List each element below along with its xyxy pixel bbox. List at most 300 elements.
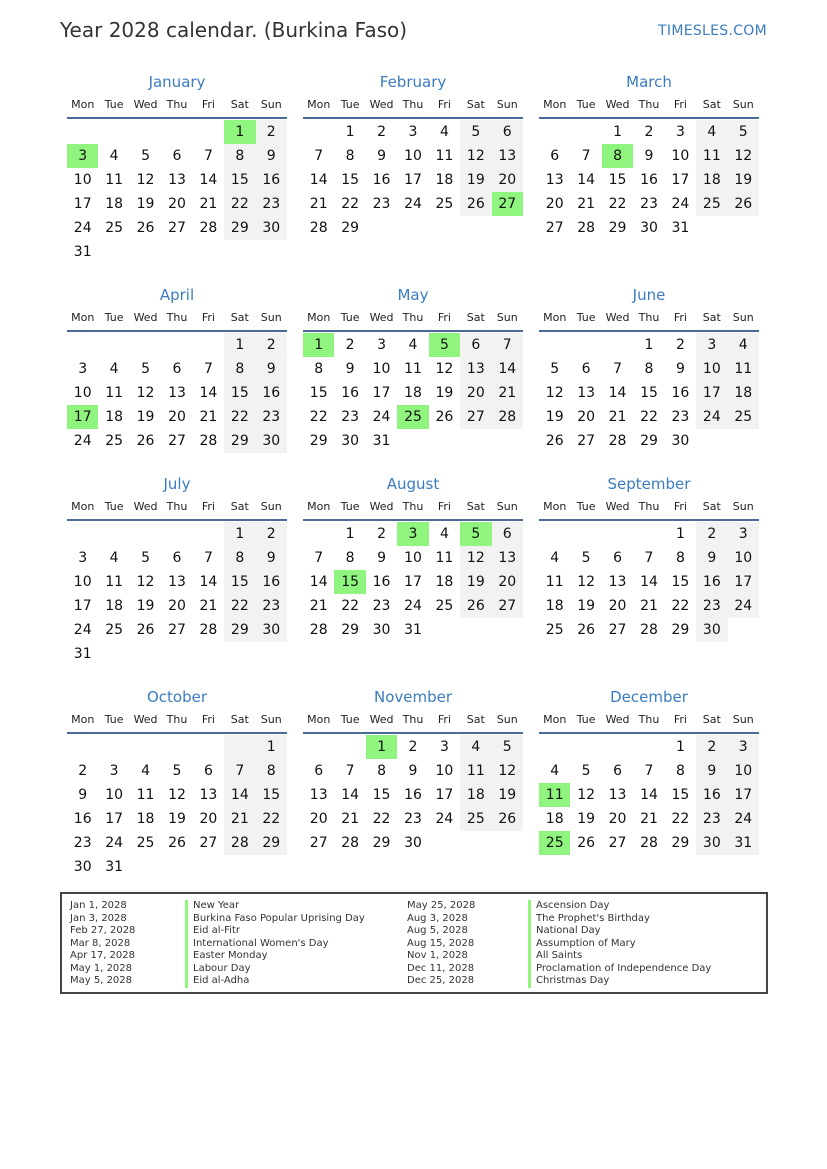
day-cell[interactable]: 24 <box>105 835 124 851</box>
day-cell[interactable]: 18 <box>435 574 454 590</box>
day-cell[interactable]: 20 <box>608 598 627 614</box>
day-cell[interactable]: 10 <box>696 357 727 381</box>
day-cell[interactable]: 29 <box>224 429 255 453</box>
day-cell[interactable]: 10 <box>404 550 422 566</box>
day-cell[interactable]: 9 <box>696 759 727 783</box>
day-cell[interactable]: 5 <box>581 550 591 566</box>
day-cell[interactable]: 9 <box>408 763 418 779</box>
day-cell[interactable]: 26 <box>435 409 454 425</box>
holiday-day-cell[interactable]: 8 <box>602 144 633 168</box>
day-cell[interactable]: 10 <box>435 763 454 779</box>
day-cell[interactable]: 22 <box>341 196 360 212</box>
day-cell[interactable]: 26 <box>460 192 491 216</box>
day-cell[interactable]: 17 <box>671 172 690 188</box>
day-cell[interactable]: 28 <box>640 835 658 851</box>
day-cell[interactable]: 8 <box>224 546 255 570</box>
day-cell[interactable]: 26 <box>545 433 564 449</box>
holiday-day-cell[interactable]: 27 <box>492 192 523 216</box>
day-cell[interactable]: 4 <box>141 763 151 779</box>
day-cell[interactable]: 18 <box>105 196 124 212</box>
day-cell[interactable]: 6 <box>172 148 182 164</box>
day-cell[interactable]: 1 <box>613 124 623 140</box>
day-cell[interactable]: 19 <box>577 811 596 827</box>
day-cell[interactable]: 11 <box>404 361 422 377</box>
day-cell[interactable]: 12 <box>492 759 523 783</box>
day-cell[interactable]: 29 <box>640 433 658 449</box>
day-cell[interactable]: 27 <box>608 835 627 851</box>
day-cell[interactable]: 1 <box>675 526 685 542</box>
holiday-day-cell[interactable]: 17 <box>67 405 98 429</box>
day-cell[interactable]: 7 <box>203 148 213 164</box>
day-cell[interactable]: 21 <box>224 807 255 831</box>
day-cell[interactable]: 22 <box>608 196 627 212</box>
day-cell[interactable]: 23 <box>372 598 391 614</box>
day-cell[interactable]: 10 <box>73 172 92 188</box>
day-cell[interactable]: 19 <box>492 783 523 807</box>
day-cell[interactable]: 29 <box>372 835 391 851</box>
day-cell[interactable]: 4 <box>109 361 119 377</box>
day-cell[interactable]: 16 <box>640 172 658 188</box>
day-cell[interactable]: 25 <box>728 405 759 429</box>
day-cell[interactable]: 7 <box>644 763 654 779</box>
day-cell[interactable]: 13 <box>492 144 523 168</box>
day-cell[interactable]: 26 <box>577 622 596 638</box>
day-cell[interactable]: 2 <box>345 337 355 353</box>
day-cell[interactable]: 10 <box>671 148 690 164</box>
day-cell[interactable]: 31 <box>404 622 422 638</box>
day-cell[interactable]: 16 <box>404 787 422 803</box>
day-cell[interactable]: 14 <box>309 574 328 590</box>
day-cell[interactable]: 24 <box>404 598 422 614</box>
day-cell[interactable]: 31 <box>372 433 391 449</box>
day-cell[interactable]: 12 <box>577 787 596 803</box>
day-cell[interactable]: 14 <box>640 574 658 590</box>
day-cell[interactable]: 6 <box>314 763 324 779</box>
day-cell[interactable]: 30 <box>341 433 360 449</box>
day-cell[interactable]: 15 <box>224 381 255 405</box>
day-cell[interactable]: 15 <box>224 570 255 594</box>
day-cell[interactable]: 8 <box>345 550 355 566</box>
day-cell[interactable]: 16 <box>341 385 360 401</box>
day-cell[interactable]: 13 <box>309 787 328 803</box>
day-cell[interactable]: 23 <box>696 594 727 618</box>
day-cell[interactable]: 6 <box>203 763 213 779</box>
day-cell[interactable]: 23 <box>671 409 690 425</box>
day-cell[interactable]: 20 <box>309 811 328 827</box>
day-cell[interactable]: 3 <box>408 124 418 140</box>
day-cell[interactable]: 13 <box>460 357 491 381</box>
day-cell[interactable]: 13 <box>608 574 627 590</box>
day-cell[interactable]: 6 <box>172 550 182 566</box>
day-cell[interactable]: 2 <box>256 120 287 144</box>
holiday-day-cell[interactable]: 3 <box>397 522 428 546</box>
day-cell[interactable]: 4 <box>460 735 491 759</box>
day-cell[interactable]: 11 <box>136 787 155 803</box>
day-cell[interactable]: 14 <box>608 385 627 401</box>
day-cell[interactable]: 10 <box>105 787 124 803</box>
day-cell[interactable]: 29 <box>671 835 690 851</box>
day-cell[interactable]: 5 <box>581 763 591 779</box>
day-cell[interactable]: 18 <box>728 381 759 405</box>
day-cell[interactable]: 22 <box>372 811 391 827</box>
day-cell[interactable]: 17 <box>404 172 422 188</box>
day-cell[interactable]: 23 <box>256 192 287 216</box>
day-cell[interactable]: 17 <box>728 570 759 594</box>
day-cell[interactable]: 23 <box>404 811 422 827</box>
day-cell[interactable]: 28 <box>309 622 328 638</box>
day-cell[interactable]: 16 <box>696 570 727 594</box>
day-cell[interactable]: 10 <box>728 546 759 570</box>
day-cell[interactable]: 6 <box>492 120 523 144</box>
day-cell[interactable]: 25 <box>435 598 454 614</box>
day-cell[interactable]: 3 <box>696 333 727 357</box>
day-cell[interactable]: 13 <box>492 546 523 570</box>
day-cell[interactable]: 26 <box>577 835 596 851</box>
day-cell[interactable]: 25 <box>136 835 155 851</box>
day-cell[interactable]: 9 <box>256 144 287 168</box>
day-cell[interactable]: 29 <box>224 216 255 240</box>
day-cell[interactable]: 28 <box>577 220 596 236</box>
holiday-day-cell[interactable]: 25 <box>397 405 428 429</box>
day-cell[interactable]: 22 <box>640 409 658 425</box>
day-cell[interactable]: 12 <box>136 385 155 401</box>
day-cell[interactable]: 22 <box>341 598 360 614</box>
day-cell[interactable]: 12 <box>545 385 564 401</box>
day-cell[interactable]: 15 <box>608 172 627 188</box>
day-cell[interactable]: 3 <box>728 522 759 546</box>
day-cell[interactable]: 26 <box>136 220 155 236</box>
day-cell[interactable]: 27 <box>309 835 328 851</box>
day-cell[interactable]: 23 <box>341 409 360 425</box>
day-cell[interactable]: 21 <box>199 598 218 614</box>
day-cell[interactable]: 31 <box>105 859 124 875</box>
day-cell[interactable]: 23 <box>256 405 287 429</box>
day-cell[interactable]: 4 <box>408 337 418 353</box>
day-cell[interactable]: 30 <box>73 859 92 875</box>
day-cell[interactable]: 7 <box>314 148 324 164</box>
day-cell[interactable]: 21 <box>640 811 658 827</box>
day-cell[interactable]: 17 <box>696 381 727 405</box>
day-cell[interactable]: 16 <box>372 172 391 188</box>
day-cell[interactable]: 24 <box>73 433 92 449</box>
day-cell[interactable]: 10 <box>372 361 391 377</box>
holiday-day-cell[interactable]: 1 <box>224 120 255 144</box>
day-cell[interactable]: 21 <box>199 196 218 212</box>
day-cell[interactable]: 19 <box>460 570 491 594</box>
day-cell[interactable]: 1 <box>345 526 355 542</box>
day-cell[interactable]: 6 <box>172 361 182 377</box>
day-cell[interactable]: 9 <box>675 361 685 377</box>
day-cell[interactable]: 14 <box>309 172 328 188</box>
day-cell[interactable]: 15 <box>671 787 690 803</box>
day-cell[interactable]: 21 <box>309 196 328 212</box>
day-cell[interactable]: 26 <box>492 807 523 831</box>
day-cell[interactable]: 18 <box>105 409 124 425</box>
day-cell[interactable]: 4 <box>550 550 560 566</box>
day-cell[interactable]: 20 <box>199 811 218 827</box>
day-cell[interactable]: 14 <box>199 172 218 188</box>
day-cell[interactable]: 30 <box>696 618 727 642</box>
day-cell[interactable]: 23 <box>696 807 727 831</box>
day-cell[interactable]: 16 <box>256 381 287 405</box>
day-cell[interactable]: 7 <box>613 361 623 377</box>
day-cell[interactable]: 5 <box>141 148 151 164</box>
day-cell[interactable]: 29 <box>341 220 360 236</box>
day-cell[interactable]: 5 <box>728 120 759 144</box>
day-cell[interactable]: 26 <box>728 192 759 216</box>
day-cell[interactable]: 9 <box>256 546 287 570</box>
day-cell[interactable]: 30 <box>671 433 690 449</box>
day-cell[interactable]: 26 <box>136 622 155 638</box>
day-cell[interactable]: 11 <box>460 759 491 783</box>
holiday-day-cell[interactable]: 1 <box>366 735 397 759</box>
day-cell[interactable]: 13 <box>199 787 218 803</box>
day-cell[interactable]: 24 <box>696 405 727 429</box>
day-cell[interactable]: 21 <box>309 598 328 614</box>
day-cell[interactable]: 22 <box>671 811 690 827</box>
day-cell[interactable]: 31 <box>671 220 690 236</box>
day-cell[interactable]: 29 <box>671 622 690 638</box>
day-cell[interactable]: 30 <box>640 220 658 236</box>
day-cell[interactable]: 6 <box>492 522 523 546</box>
day-cell[interactable]: 29 <box>608 220 627 236</box>
day-cell[interactable]: 13 <box>168 385 186 401</box>
day-cell[interactable]: 25 <box>105 220 124 236</box>
day-cell[interactable]: 9 <box>377 550 387 566</box>
day-cell[interactable]: 8 <box>377 763 387 779</box>
day-cell[interactable]: 6 <box>460 333 491 357</box>
day-cell[interactable]: 29 <box>256 831 287 855</box>
day-cell[interactable]: 21 <box>492 381 523 405</box>
day-cell[interactable]: 21 <box>341 811 360 827</box>
day-cell[interactable]: 23 <box>372 196 391 212</box>
day-cell[interactable]: 1 <box>675 739 685 755</box>
day-cell[interactable]: 3 <box>439 739 449 755</box>
day-cell[interactable]: 18 <box>545 598 564 614</box>
day-cell[interactable]: 15 <box>309 385 328 401</box>
day-cell[interactable]: 3 <box>728 735 759 759</box>
day-cell[interactable]: 9 <box>377 148 387 164</box>
day-cell[interactable]: 1 <box>224 522 255 546</box>
day-cell[interactable]: 11 <box>545 574 564 590</box>
day-cell[interactable]: 8 <box>675 763 685 779</box>
day-cell[interactable]: 30 <box>404 835 422 851</box>
day-cell[interactable]: 14 <box>199 574 218 590</box>
day-cell[interactable]: 4 <box>109 550 119 566</box>
day-cell[interactable]: 13 <box>577 385 596 401</box>
day-cell[interactable]: 1 <box>644 337 654 353</box>
day-cell[interactable]: 18 <box>696 168 727 192</box>
day-cell[interactable]: 20 <box>168 598 186 614</box>
day-cell[interactable]: 2 <box>377 124 387 140</box>
day-cell[interactable]: 24 <box>73 220 92 236</box>
day-cell[interactable]: 4 <box>109 148 119 164</box>
day-cell[interactable]: 3 <box>377 337 387 353</box>
day-cell[interactable]: 10 <box>728 759 759 783</box>
day-cell[interactable]: 31 <box>73 646 92 662</box>
day-cell[interactable]: 8 <box>224 357 255 381</box>
day-cell[interactable]: 22 <box>224 594 255 618</box>
day-cell[interactable]: 25 <box>460 807 491 831</box>
day-cell[interactable]: 12 <box>168 787 186 803</box>
day-cell[interactable]: 17 <box>73 196 92 212</box>
day-cell[interactable]: 8 <box>256 759 287 783</box>
day-cell[interactable]: 4 <box>728 333 759 357</box>
day-cell[interactable]: 28 <box>199 622 218 638</box>
day-cell[interactable]: 25 <box>105 433 124 449</box>
day-cell[interactable]: 29 <box>224 618 255 642</box>
day-cell[interactable]: 9 <box>256 357 287 381</box>
day-cell[interactable]: 2 <box>408 739 418 755</box>
day-cell[interactable]: 13 <box>608 787 627 803</box>
day-cell[interactable]: 30 <box>372 622 391 638</box>
day-cell[interactable]: 15 <box>341 172 360 188</box>
day-cell[interactable]: 16 <box>73 811 92 827</box>
day-cell[interactable]: 19 <box>136 196 155 212</box>
day-cell[interactable]: 18 <box>105 598 124 614</box>
day-cell[interactable]: 2 <box>256 522 287 546</box>
day-cell[interactable]: 20 <box>545 196 564 212</box>
day-cell[interactable]: 16 <box>696 783 727 807</box>
day-cell[interactable]: 5 <box>550 361 560 377</box>
day-cell[interactable]: 12 <box>728 144 759 168</box>
day-cell[interactable]: 11 <box>435 550 454 566</box>
day-cell[interactable]: 13 <box>168 574 186 590</box>
holiday-day-cell[interactable]: 5 <box>429 333 460 357</box>
day-cell[interactable]: 1 <box>256 735 287 759</box>
day-cell[interactable]: 6 <box>613 550 623 566</box>
day-cell[interactable]: 15 <box>372 787 391 803</box>
day-cell[interactable]: 17 <box>73 598 92 614</box>
day-cell[interactable]: 15 <box>224 168 255 192</box>
day-cell[interactable]: 19 <box>136 409 155 425</box>
day-cell[interactable]: 13 <box>168 172 186 188</box>
day-cell[interactable]: 15 <box>640 385 658 401</box>
day-cell[interactable]: 19 <box>545 409 564 425</box>
day-cell[interactable]: 15 <box>671 574 690 590</box>
day-cell[interactable]: 7 <box>224 759 255 783</box>
day-cell[interactable]: 17 <box>372 385 391 401</box>
day-cell[interactable]: 7 <box>314 550 324 566</box>
day-cell[interactable]: 2 <box>256 333 287 357</box>
day-cell[interactable]: 14 <box>224 783 255 807</box>
day-cell[interactable]: 5 <box>172 763 182 779</box>
day-cell[interactable]: 28 <box>640 622 658 638</box>
day-cell[interactable]: 19 <box>728 168 759 192</box>
day-cell[interactable]: 23 <box>256 594 287 618</box>
day-cell[interactable]: 31 <box>728 831 759 855</box>
day-cell[interactable]: 28 <box>608 433 627 449</box>
day-cell[interactable]: 12 <box>460 144 491 168</box>
day-cell[interactable]: 27 <box>545 220 564 236</box>
day-cell[interactable]: 19 <box>577 598 596 614</box>
day-cell[interactable]: 2 <box>78 763 88 779</box>
day-cell[interactable]: 7 <box>203 361 213 377</box>
day-cell[interactable]: 24 <box>435 811 454 827</box>
day-cell[interactable]: 9 <box>78 787 88 803</box>
day-cell[interactable]: 27 <box>168 433 186 449</box>
day-cell[interactable]: 14 <box>341 787 360 803</box>
day-cell[interactable]: 23 <box>640 196 658 212</box>
day-cell[interactable]: 18 <box>404 385 422 401</box>
day-cell[interactable]: 21 <box>199 409 218 425</box>
day-cell[interactable]: 6 <box>581 361 591 377</box>
day-cell[interactable]: 19 <box>168 811 186 827</box>
day-cell[interactable]: 15 <box>256 783 287 807</box>
day-cell[interactable]: 27 <box>577 433 596 449</box>
day-cell[interactable]: 8 <box>224 144 255 168</box>
day-cell[interactable]: 20 <box>492 168 523 192</box>
day-cell[interactable]: 30 <box>256 216 287 240</box>
day-cell[interactable]: 27 <box>460 405 491 429</box>
day-cell[interactable]: 20 <box>577 409 596 425</box>
day-cell[interactable]: 3 <box>78 361 88 377</box>
day-cell[interactable]: 22 <box>309 409 328 425</box>
day-cell[interactable]: 12 <box>577 574 596 590</box>
day-cell[interactable]: 19 <box>460 168 491 192</box>
day-cell[interactable]: 30 <box>696 831 727 855</box>
day-cell[interactable]: 18 <box>545 811 564 827</box>
day-cell[interactable]: 22 <box>224 192 255 216</box>
day-cell[interactable]: 8 <box>644 361 654 377</box>
day-cell[interactable]: 27 <box>199 835 218 851</box>
day-cell[interactable]: 11 <box>105 172 124 188</box>
day-cell[interactable]: 12 <box>136 172 155 188</box>
day-cell[interactable]: 7 <box>345 763 355 779</box>
day-cell[interactable]: 24 <box>728 594 759 618</box>
day-cell[interactable]: 18 <box>435 172 454 188</box>
day-cell[interactable]: 2 <box>696 735 727 759</box>
day-cell[interactable]: 27 <box>492 594 523 618</box>
day-cell[interactable]: 17 <box>404 574 422 590</box>
holiday-day-cell[interactable]: 25 <box>539 831 570 855</box>
day-cell[interactable]: 19 <box>136 598 155 614</box>
day-cell[interactable]: 29 <box>341 622 360 638</box>
day-cell[interactable]: 2 <box>675 337 685 353</box>
day-cell[interactable]: 11 <box>105 574 124 590</box>
day-cell[interactable]: 24 <box>728 807 759 831</box>
day-cell[interactable]: 4 <box>439 526 449 542</box>
day-cell[interactable]: 20 <box>460 381 491 405</box>
day-cell[interactable]: 26 <box>136 433 155 449</box>
day-cell[interactable]: 21 <box>577 196 596 212</box>
day-cell[interactable]: 20 <box>608 811 627 827</box>
day-cell[interactable]: 8 <box>675 550 685 566</box>
day-cell[interactable]: 16 <box>372 574 391 590</box>
day-cell[interactable]: 27 <box>608 622 627 638</box>
day-cell[interactable]: 3 <box>109 763 119 779</box>
day-cell[interactable]: 26 <box>168 835 186 851</box>
day-cell[interactable]: 5 <box>460 120 491 144</box>
day-cell[interactable]: 4 <box>439 124 449 140</box>
day-cell[interactable]: 23 <box>73 835 92 851</box>
day-cell[interactable]: 5 <box>141 550 151 566</box>
holiday-day-cell[interactable]: 3 <box>67 144 98 168</box>
day-cell[interactable]: 30 <box>256 429 287 453</box>
day-cell[interactable]: 11 <box>696 144 727 168</box>
day-cell[interactable]: 17 <box>105 811 124 827</box>
day-cell[interactable]: 4 <box>696 120 727 144</box>
day-cell[interactable]: 1 <box>224 333 255 357</box>
day-cell[interactable]: 10 <box>73 574 92 590</box>
day-cell[interactable]: 14 <box>640 787 658 803</box>
day-cell[interactable]: 20 <box>168 409 186 425</box>
day-cell[interactable]: 2 <box>644 124 654 140</box>
day-cell[interactable]: 3 <box>675 124 685 140</box>
brand-link[interactable]: TIMESLES.COM <box>658 23 767 39</box>
day-cell[interactable]: 31 <box>73 244 92 260</box>
day-cell[interactable]: 6 <box>550 148 560 164</box>
